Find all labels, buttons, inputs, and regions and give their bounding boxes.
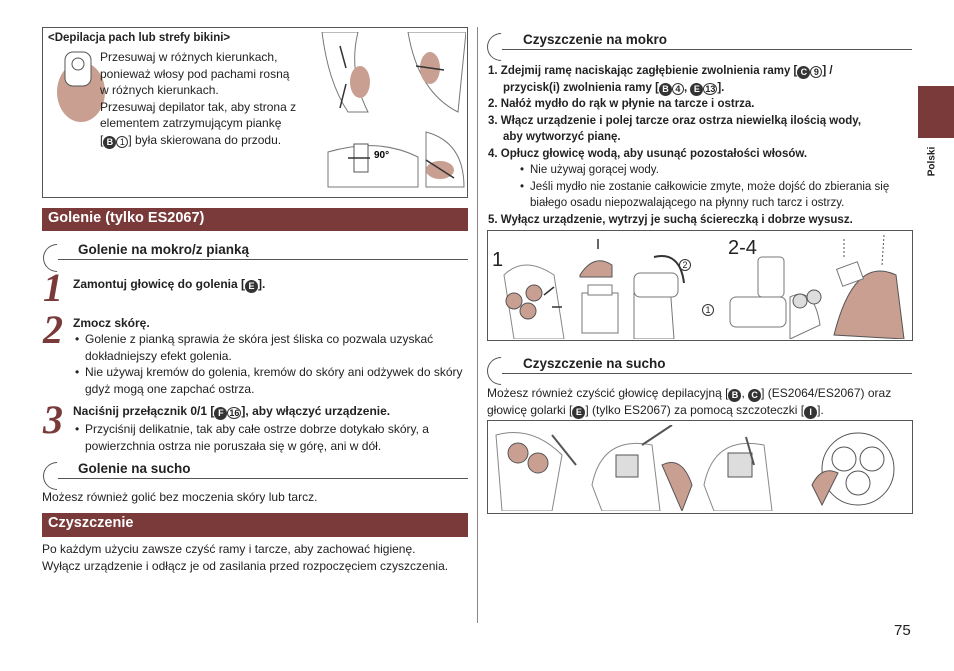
step-2-text: Zmocz skórę. xyxy=(73,316,150,330)
cleaning-section-title: Czyszczenie xyxy=(42,513,468,537)
step-number: 2 xyxy=(43,307,63,352)
step-3 xyxy=(73,404,463,454)
wet-cleaning-heading: Czyszczenie na mokro xyxy=(523,32,668,47)
step-text: Zdejmij ramę naciskając zagłębienie zwolnienia ramy [ xyxy=(500,65,798,77)
bikini-text xyxy=(100,49,296,149)
symbol-i: I xyxy=(804,406,817,419)
bracket: [ xyxy=(100,132,104,147)
step-text: przycisk(i) zwolnienia ramy [ xyxy=(503,81,659,94)
step-number: 1 xyxy=(43,265,63,310)
bikini-heading: <Depilacja pach lub strefy bikini> xyxy=(48,32,231,44)
bullet-item: • Jeśli mydło nie zostanie całkowicie zmyte, może dojść do zbierania się białego osadu niepozwalającego na płynny ruch tarcz i ostrzy. xyxy=(518,179,908,212)
language-label: Polski xyxy=(926,146,938,177)
circled-number: 1 xyxy=(702,304,714,316)
cleaning-text xyxy=(42,541,448,574)
cleaning-line: Wyłącz urządzenie i odłącz je od zasilania przed rozpoczęciem czyszczenia. xyxy=(42,558,449,573)
symbol-b: B xyxy=(659,83,672,96)
dry-shaving-heading: Golenie na sucho xyxy=(78,461,191,476)
separator: , xyxy=(683,81,691,94)
step-2-bullets xyxy=(73,331,463,397)
dry-cleaning-line xyxy=(487,385,911,402)
step-num: 3. xyxy=(488,114,498,127)
step-text: ] / xyxy=(822,65,833,77)
step-3-text xyxy=(73,404,463,420)
bikini-line xyxy=(100,132,296,149)
brush-cleaning-illustration xyxy=(492,425,910,511)
symbol-e: E xyxy=(690,83,703,96)
symbol-b: B xyxy=(103,136,116,149)
divider xyxy=(58,478,468,479)
step-1-text xyxy=(73,277,265,293)
epilator-head-icon xyxy=(51,46,105,126)
shaving-section-title: Golenie (tylko ES2067) xyxy=(42,208,468,231)
step-num: 4. xyxy=(488,147,498,160)
figure-label: 2-4 xyxy=(728,237,757,259)
bikini-line: ponieważ włosy pod pachami rosną xyxy=(100,66,290,81)
step-num: 1. xyxy=(488,65,498,77)
step-num: 2. xyxy=(488,98,498,110)
text: ] (tylko ES2067) za pomocą szczoteczki [ xyxy=(585,403,805,417)
symbol-f: F xyxy=(214,407,227,420)
circled-number: 2 xyxy=(679,259,691,271)
divider xyxy=(58,259,468,260)
bullet-item: • Przyciśnij delikatnie, tak aby całe ostrze dobrze dotykało skóry, a powierzchnia ostrza nie poruszała się w górę, ani w dół. xyxy=(73,421,463,454)
step-4-bullets xyxy=(488,162,908,212)
step-1-label: Zamontuj głowicę do golenia [ xyxy=(73,277,246,291)
bikini-ref-rest: ] była skierowana do przodu. xyxy=(128,132,282,147)
step-num: 5. xyxy=(488,213,498,226)
language-tab xyxy=(918,86,954,138)
shaver-disassembly-illustration xyxy=(494,235,908,339)
wet-cleaning-steps xyxy=(488,63,908,228)
bullet-item: • Golenie z pianką sprawia że skóra jest śliska co pozwala uzyskać dokładniejszy efekt golenia. xyxy=(73,331,463,364)
step-2 xyxy=(73,316,463,397)
step-number: 3 xyxy=(43,397,63,442)
step-text: ]. xyxy=(717,81,725,94)
step-2 xyxy=(488,96,908,113)
circled-number: 9 xyxy=(810,66,822,78)
circled-number: 16 xyxy=(229,408,240,418)
figure-label: 1 xyxy=(492,249,504,271)
wet-shaving-heading: Golenie na mokro/z pianką xyxy=(78,242,250,257)
cleaning-line: Po każdym użyciu zawsze czyść ramy i tarcze, aby zachować higienę. xyxy=(42,542,416,556)
step-1 xyxy=(488,63,908,80)
step-3 xyxy=(488,113,908,130)
step-3-bullets xyxy=(73,421,463,454)
bullet-item: • Nie używaj gorącej wody. xyxy=(518,162,908,179)
dry-cleaning-heading: Czyszczenie na sucho xyxy=(523,356,666,371)
column-divider xyxy=(477,27,478,623)
step-text: Opłucz głowicę wodą, aby usunąć pozostałości włosów. xyxy=(500,147,808,160)
dry-cleaning-text xyxy=(487,385,911,419)
step-3-end: ], aby włączyć urządzenie. xyxy=(241,404,391,418)
step-1-end: ]. xyxy=(258,277,266,291)
step-text: Włącz urządzenie i polej tarcze oraz ostrza niewielką ilością wody, xyxy=(500,114,862,127)
bullet-item: • Nie używaj kremów do golenia, kremów do skóry ani odżywek do skóry gdyż mogą one zapchać ostrza. xyxy=(73,364,463,397)
subheading-arc xyxy=(481,27,521,67)
symbol-e: E xyxy=(245,280,258,293)
circled-number: 1 xyxy=(116,136,128,148)
text: Możesz również czyścić głowicę depilacyjną [ xyxy=(487,386,729,400)
step-4 xyxy=(488,146,908,163)
circled-number: 4 xyxy=(672,83,684,95)
text: głowicę golarki [ xyxy=(487,403,573,417)
divider xyxy=(502,373,912,374)
step-text: Nałóż mydło do rąk w płynie na tarcze i ostrza. xyxy=(500,98,755,110)
wet-cleaning-figure xyxy=(487,230,913,341)
dry-shaving-text: Możesz również golić bez moczenia skóry lub tarcz. xyxy=(42,490,318,504)
step-text: Wyłącz urządzenie, wytrzyj je suchą ściereczką i dobrze wysusz. xyxy=(500,213,853,226)
text: ] (ES2064/ES2067) oraz xyxy=(761,386,892,400)
page-number: 75 xyxy=(894,622,911,639)
step-3-label: Naciśnij przełącznik 0/1 [ xyxy=(73,404,215,418)
circled-number: 13 xyxy=(705,83,716,94)
symbol-c: C xyxy=(748,389,761,402)
symbol-e: E xyxy=(572,406,585,419)
bikini-line: Przesuwaj depilator tak, aby strona z xyxy=(100,99,297,114)
bikini-line: Przesuwaj w różnych kierunkach, xyxy=(100,50,278,64)
symbol-c: C xyxy=(797,66,810,79)
angle-label: 90° xyxy=(374,150,390,161)
separator: , xyxy=(741,386,749,400)
text: ]. xyxy=(817,403,824,417)
bikini-box xyxy=(42,27,468,198)
step-3-cont: aby wytworzyć pianę. xyxy=(503,131,621,143)
dry-cleaning-line xyxy=(487,402,911,419)
bikini-line: w różnych kierunkach. xyxy=(100,83,219,97)
step-1-cont xyxy=(488,80,908,97)
dry-cleaning-figure xyxy=(487,420,913,514)
divider xyxy=(502,49,912,50)
step-5 xyxy=(488,212,908,229)
symbol-b: B xyxy=(728,389,741,402)
bikini-line: elementem zatrzymującym piankę xyxy=(100,116,282,130)
underarm-illustration xyxy=(318,32,466,194)
